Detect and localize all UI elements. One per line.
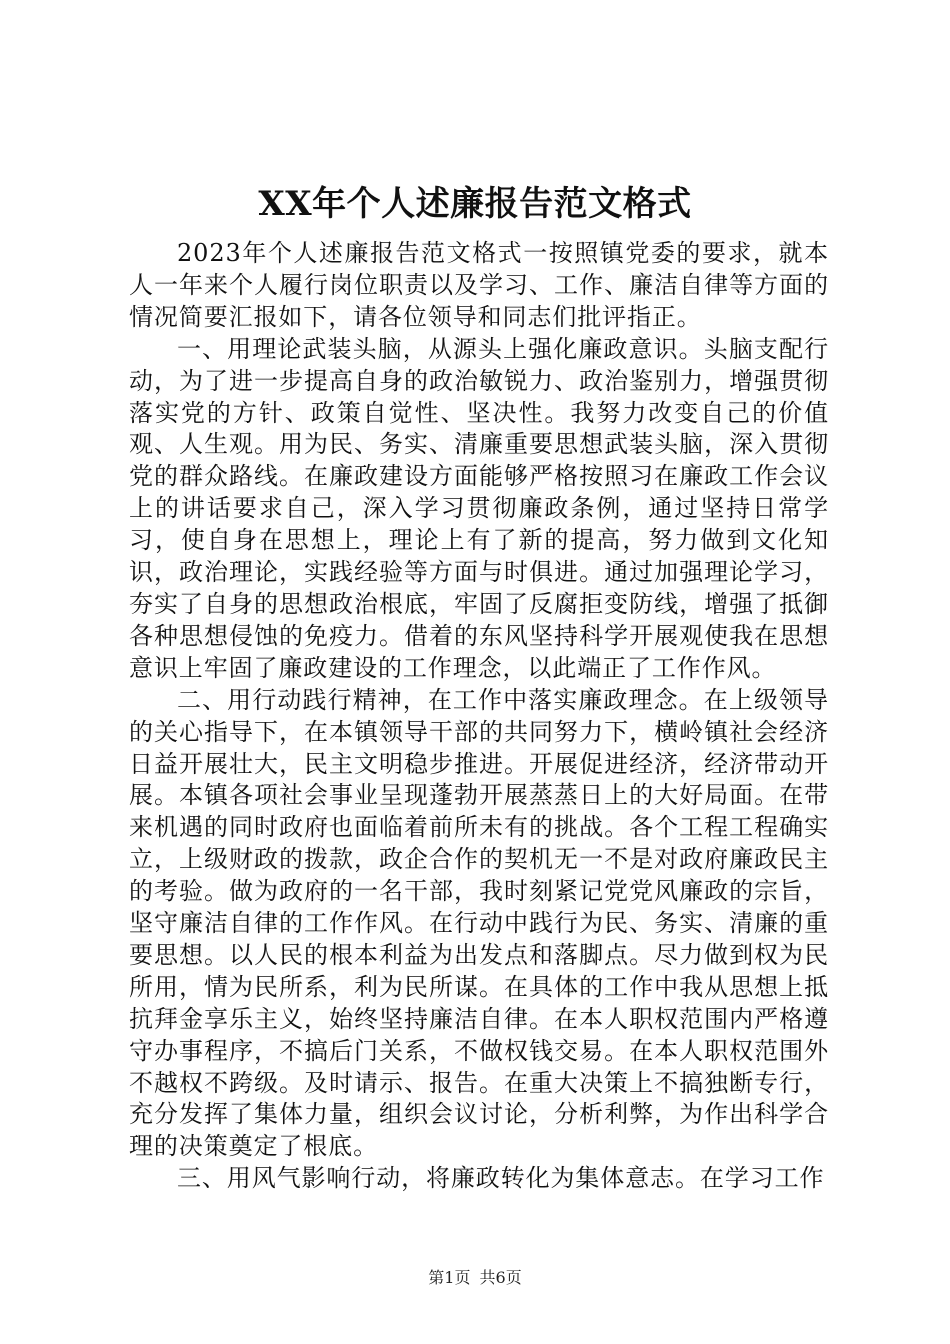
document-body	[129, 238, 829, 1195]
intro-paragraph: 2023年个人述廉报告范文格式一按照镇党委的要求，就本人一年来个人履行岗位职责以及学习、工作、廉洁自律等方面的情况简要汇报如下，请各位领导和同志们批评指正。	[129, 239, 829, 331]
section-one-paragraph: 一、用理论武装头脑，从源头上强化廉政意识。头脑支配行动，为了进一步提高自身的政治敏锐力、政治鉴别力，增强贯彻落实党的方针、政策自觉性、坚决性。我努力改变自己的价值观、人生观。用为民、务实、清廉重要思想武装头脑，深入贯彻党的群众路线。在廉政建设方面能够严格按照习在廉政工作会议上的讲话要求自己，深入学习贯彻廉政条例，通过坚持日常学习，使自身在思想上，理论上有了新的提高，努力做到文化知识，政治理论，实践经验等方面与时俱进。通过加强理论学习，夯实了自身的思想政治根底，牢固了反腐拒变防线，增强了抵御各种思想侵蚀的免疫力。借着的东风坚持科学开展观使我在思想意识上牢固了廉政建设的工作理念，以此端正了工作作风。	[129, 334, 829, 682]
section-three-paragraph: 三、用风气影响行动，将廉政转化为集体意志。在学习工作	[177, 1164, 825, 1193]
page-footer	[0, 1268, 950, 1288]
page-total: 共6页	[479, 1268, 522, 1287]
section-two-paragraph: 二、用行动践行精神，在工作中落实廉政理念。在上级领导的关心指导下，在本镇领导干部的共同努力下，横岭镇社会经济日益开展壮大，民主文明稳步推进。开展促进经济，经济带动开展。本镇各项社会事业呈现蓬勃开展蒸蒸日上的大好局面。在带来机遇的同时政府也面临着前所未有的挑战。各个工程工程确实立，上级财政的拨款，政企合作的契机无一不是对政府廉政民主的考验。做为政府的一名干部，我时刻紧记党党风廉政的宗旨，坚守廉洁自律的工作作风。在行动中践行为民、务实、清廉的重要思想。以人民的根本利益为出发点和落脚点。尽力做到权为民所用，情为民所系，利为民所谋。在具体的工作中我从思想上抵抗拜金享乐主义，始终坚持廉洁自律。在本人职权范围内严格遵守办事程序，不搞后门关系，不做权钱交易。在本人职权范围外不越权不跨级。及时请示、报告。在重大决策上不搞独断专行，充分发挥了集体力量，组织会议讨论，分析利弊，为作出科学合理的决策奠定了根底。	[129, 685, 829, 1161]
page-number: 第1页	[428, 1268, 471, 1287]
document-title: XX年个人述廉报告范文格式	[258, 184, 692, 224]
